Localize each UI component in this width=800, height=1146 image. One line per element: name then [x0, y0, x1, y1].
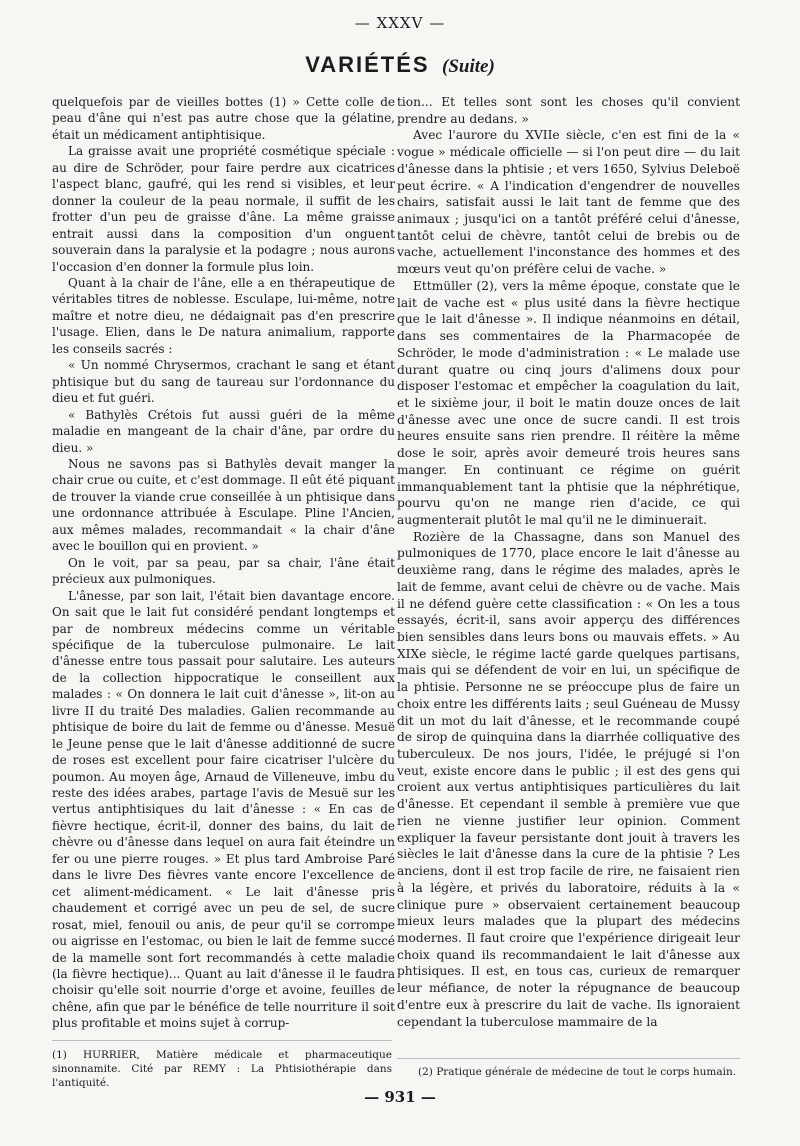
paragraph: « Bathylès Crétois fut aussi guéri de la même maladie en mangeant de la chair d'âne, par ordre du dieu. » — [52, 407, 395, 455]
footnote-divider-left — [52, 1040, 392, 1041]
left-column — [52, 94, 395, 1032]
paragraph: Rozière de la Chassagne, dans son Manuel des pulmoniques de 1770, place encore le lait d'ânesse au deuxième rang, dans le régime des malades, après le lait de femme, avant celui de chèvre ou de vache. Mais il ne défend guère cette classification : « On les a tous essayés, écrit-il, sans avoir apperçu des différences bien sensibles dans leurs bons ou mauvais effets. » Au XIXe siècle, le régime lacté garde quelques partisans, mais qui se défendent de voir en lui, un spécifique de la phtisie. Personne ne se préoccupe plus de faire un choix entre les différents laits ; seul Guéneau de Mussy dit un mot du lait d'ânesse, et le recommande coupé de sirop de quinquina dans la diarrhée colliquative des tuberculeux. De nos jours, l'idée, le préjugé si l'on veut, existe encore dans le public ; il est des gens qui croient aux vertus antiphtisiques particulières du lait d'ânesse. Et cependant il semble à première vue que rien ne vienne justifier leur opinion. Comment expliquer la faveur persistante dont jouit à travers les siècles le lait d'ânesse dans la cure de la phtisie ? Les anciens, dont il est trop facile de rire, ne faisaient rien à la légère, et privés du laboratoire, réduits à la « clinique pure » observaient certainement beaucoup mieux leurs malades que la plupart des médecins modernes. Il faut croire que l'expérience dirigeait leur choix quand ils recommandaient le lait d'ânesse aux phtisiques. Il est, en tous cas, curieux de remarquer leur méfiance, de noter la répugnance de beaucoup d'entre eux à prescrire du lait de vache. Ils ignoraient cependant la tuberculose mammaire de la — [397, 529, 740, 1029]
section-title — [0, 52, 800, 78]
paragraph: Avec l'aurore du XVIIe siècle, c'en est fini de la « vogue » médicale officielle — si l'on peut dire — du lait d'ânesse dans la phtisie ; et vers 1650, Sylvius Deleboë peut écrire. « A l'indication d'engendrer de nouvelles chairs, satisfait aussi le lait tant de femme que des animaux ; jusqu'ici on a tantôt préféré celui d'ânesse, tantôt celui de chèvre, tantôt celui de brebis ou de vache, actuellement l'inconstance des hommes et des mœurs veut qu'on préfère celui de vache. » — [397, 128, 740, 277]
paragraph: quelquefois par de vieilles bottes (1) » Cette colle de peau d'âne qui n'est pas autre chose que la gélatine, était un médicament antiphtisique. — [52, 95, 395, 142]
paragraph: On le voit, par sa peau, par sa chair, l'âne était précieux aux pulmoniques. — [52, 555, 395, 587]
title-text: VARIÉTÉS — [305, 52, 430, 77]
right-column — [397, 94, 740, 1030]
paragraph: « Un nommé Chrysermos, crachant le sang et étant phtisique but du sang de taureau sur l'ordonnance du dieu et fut guéri. — [52, 358, 395, 406]
paragraph: La graisse avait une propriété cosmétique spéciale : au dire de Schröder, pour faire perdre aux cicatrices l'aspect blanc, gaufré, qui les rend si visibles, et leur donner la couleur de la peau normale, il suffit de les frotter d'un peu de graisse d'âne. La même graisse entrait aussi dans la composition d'un onguent souverain dans la paralysie et la podagre ; nous aurons l'occasion d'en donner la formule plus loin. — [52, 144, 395, 274]
paragraph: tion... Et telles sont sont les choses qu'il convient prendre au dedans. » — [397, 95, 740, 126]
paragraph: Nous ne savons pas si Bathylès devait manger la chair crue ou cuite, et c'est dommage. Il eût été piquant de trouver la viande crue conseillée à un phtisique dans une ordonnance attribuée à Esculape. Pline l'Ancien, aux mêmes malades, recommandait « la chair d'âne avec le bouillon qui en provient. » — [52, 456, 395, 554]
paragraph: Ettmüller (2), vers la même époque, constate que le lait de vache est « plus usité dans la fièvre hectique que le lait d'ânesse ». Il indique néanmoins en détail, dans ses commentaires de la Pharmacopée de Schröder, le mode d'administration : « Le malade use durant quatre ou cinq jours d'alimens doux pour disposer l'estomac et empêcher la coagulation du lait, et le sixième jour, il boit le matin douze onces de lait d'ânesse avec une once de sucre candi. Il est trois heures ensuite sans rien prendre. Il réitère la même dose le soir, après avoir demeuré trois heures sans manger. En continuant ce régime on guérit immanquablement tant la phtisie que la néphrétique, pourvu qu'on ne mange rien d'acide, ce qui augmenterait plutôt le mal qu'il ne le diminuerait. — [397, 278, 740, 527]
page-header-roman: — XXXV — — [354, 14, 446, 32]
footnote-left: (1) HURRIER, Matière médicale et pharmaceutique sinonnamite. Cité par REMY : La Phtisiothérapie dans l'antiquité. — [52, 1049, 392, 1089]
page-number: — 931 — — [364, 1088, 436, 1106]
title-suffix: (Suite) — [442, 56, 495, 77]
paragraph: L'ânesse, par son lait, l'était bien davantage encore. On sait que le lait fut considéré pendant longtemps et par de nombreux médecins comme un véritable spécifique de la tuberculose pulmonaire. Le lait d'ânesse entre tous passait pour salutaire. Les auteurs de la collection hippocratique le conseillent aux malades : « On donnera le lait cuit d'ânesse », lit-on au livre II du traité Des maladies. Galien recommande au phtisique de boire du lait de femme ou d'ânesse. Mesuë le Jeune pense que le lait d'ânesse additionné de sucre de roses est excellent pour faire cicatriser l'ulcère du poumon. Au moyen âge, Arnaud de Villeneuve, imbu du reste des idées arabes, partage l'avis de Mesuë sur les vertus antiphtisiques du lait d'ânesse : « En cas de fièvre hectique, écrit-il, donner des bains, du lait de chèvre ou d'ânesse dans lequel on aura fait éteindre un fer ou une pierre rouges. » Et plus tard Ambroise Paré dans le livre Des fièvres vante encore l'excellence de cet aliment-médicament. « Le lait d'ânesse pris chaudement et corrigé avec un peu de sel, de sucre rosat, miel, fenouil ou anis, de peur qu'il se corrompe ou aigrisse en l'estomac, ou bien le lait de femme succé de la mamelle sont fort recommandés à cette maladie (la fièvre hectique)... Quant au lait d'ânesse il le faudra choisir qu'elle soit nourrie d'orge et avoine, feuilles de chêne, afin que par le bénéfice de telle nourriture il soit plus profitable et moins sujet à corrup- — [52, 588, 395, 1031]
footnote-divider-right — [397, 1058, 740, 1059]
footnote-right: (2) Pratique générale de médecine de tout le corps humain. — [418, 1066, 737, 1078]
paragraph: Quant à la chair de l'âne, elle a en thérapeutique de véritables titres de noblesse. Esculape, lui-même, notre maître et notre dieu, ne dédaignait pas d'en prescrire l'usage. Elien, dans le De natura animalium, rapporte les conseils sacrés : — [52, 275, 395, 356]
